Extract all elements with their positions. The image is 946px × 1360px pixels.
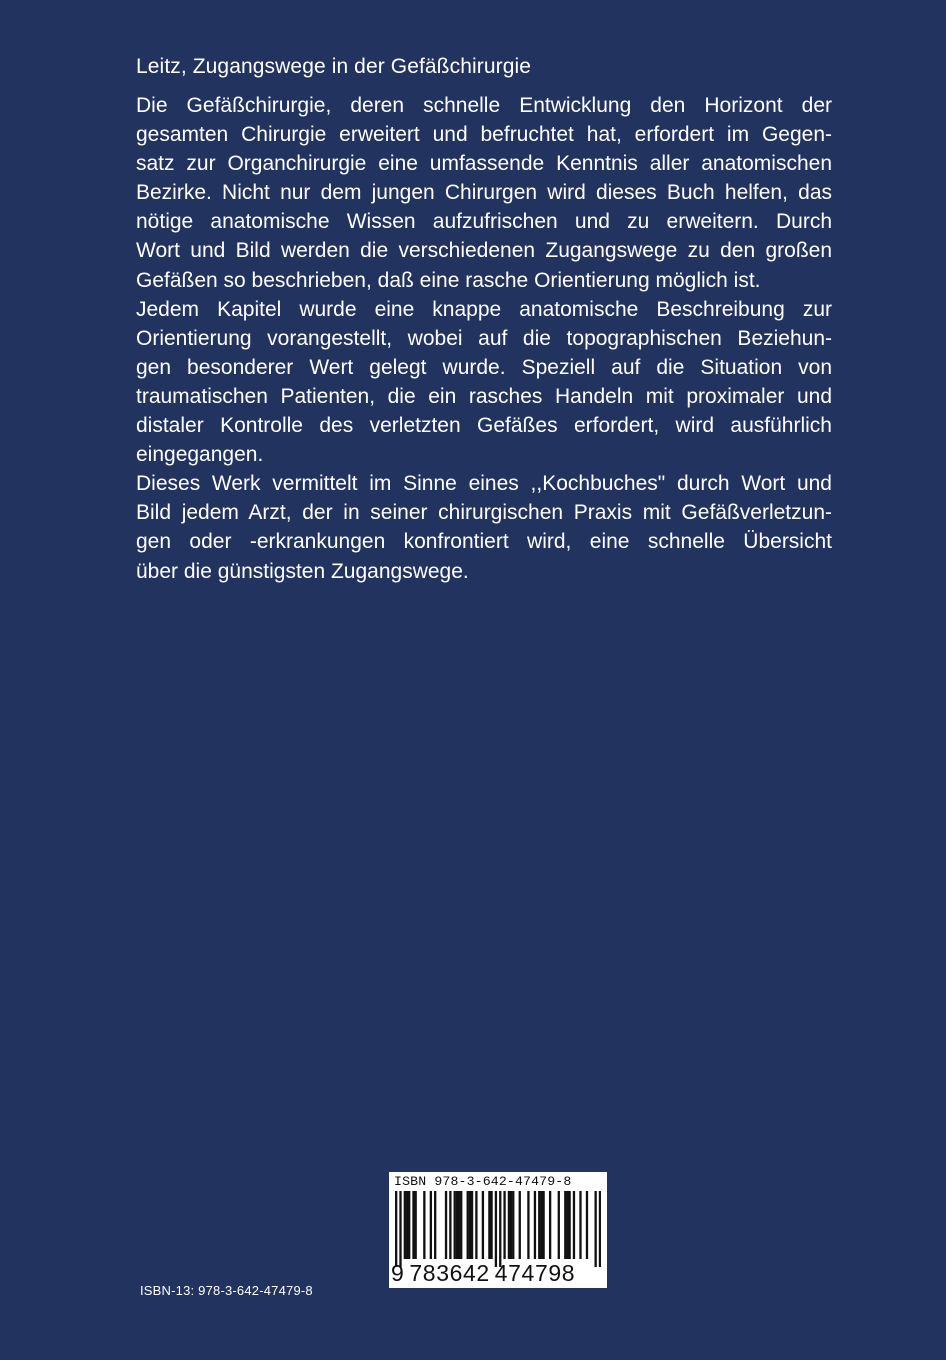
barcode-bar <box>415 1191 417 1259</box>
barcode-bar <box>495 1191 497 1267</box>
barcode-bar <box>503 1191 505 1259</box>
text-line: distaler Kontrolle des verletzten Gefäßes erfordert, wird ausführlich <box>136 414 832 438</box>
text-line: traumatischen Patienten, die ein rasches Handeln mit proximaler und <box>136 384 832 408</box>
barcode-bar <box>568 1191 570 1259</box>
blurb-text <box>136 91 832 586</box>
barcode-bar <box>458 1191 460 1259</box>
barcode-bar <box>490 1191 492 1259</box>
barcode-bar <box>430 1191 432 1259</box>
barcode-bars <box>395 1191 601 1267</box>
barcode-bar <box>508 1191 510 1259</box>
barcode-bar <box>456 1191 458 1259</box>
barcode-bar <box>558 1191 560 1259</box>
blurb-paragraph-3 <box>136 469 832 585</box>
book-title: Leitz, Zugangswege in der Gefäßchirurgie <box>136 55 532 78</box>
text-line: eingegangen. <box>136 443 264 467</box>
barcode-bar <box>445 1191 447 1259</box>
barcode-bar <box>467 1191 469 1259</box>
barcode-bar <box>475 1191 477 1259</box>
barcode-bar <box>454 1191 456 1259</box>
barcode-bar <box>586 1191 588 1259</box>
barcode-bar <box>406 1191 408 1259</box>
barcode-bar <box>434 1191 436 1259</box>
barcode-first-digit: 9 <box>391 1260 405 1286</box>
barcode-bar <box>599 1191 601 1267</box>
text-line: gesamten Chirurgie erweitert und befruchtet hat, erfordert im Gegen- <box>136 123 832 147</box>
barcode-digits <box>391 1261 605 1285</box>
barcode-isbn-label: ISBN 978-3-642-47479-8 <box>394 1174 572 1189</box>
text-line: über die günstigsten Zugangswege. <box>136 559 469 583</box>
text-line: Gefäßen so beschrieben, daß eine rasche Orientierung möglich ist. <box>136 268 761 292</box>
barcode-bar <box>594 1191 596 1267</box>
barcode-bar <box>542 1191 544 1259</box>
barcode-left-group: 783642 <box>409 1260 490 1286</box>
isbn-13-text: ISBN-13: 978-3-642-47479-8 <box>140 1283 313 1298</box>
barcode-bar <box>423 1191 425 1259</box>
barcode-bar <box>549 1191 551 1259</box>
barcode-bar <box>566 1191 568 1259</box>
barcode-bar <box>499 1191 501 1267</box>
barcode-bar <box>460 1191 462 1259</box>
barcode-bar <box>512 1191 514 1259</box>
barcode-bar <box>482 1191 484 1259</box>
text-line: gen oder -erkrankungen konfrontiert wird, eine schnelle Übersicht <box>136 530 832 554</box>
barcode-bar <box>471 1191 473 1259</box>
barcode-bar <box>449 1191 451 1259</box>
barcode-bar <box>510 1191 512 1259</box>
barcode-bar <box>395 1191 397 1267</box>
text-line: Orientierung vorangestellt, wobei auf die topographischen Beziehun- <box>136 326 832 350</box>
barcode-bar <box>519 1191 521 1259</box>
barcode-bar <box>573 1191 575 1259</box>
text-line: Die Gefäßchirurgie, deren schnelle Entwicklung den Horizont der <box>136 94 832 117</box>
text-line: gen besonderer Wert gelegt wurde. Speziell auf die Situation von <box>136 355 832 379</box>
blurb-paragraph-2 <box>136 295 832 470</box>
barcode-bar <box>527 1191 529 1259</box>
text-line: Dieses Werk vermittelt im Sinne eines ,,Kochbuches" durch Wort und <box>136 472 832 496</box>
barcode-bar <box>579 1191 581 1259</box>
text-line: nötige anatomische Wissen aufzufrischen und zu erweitern. Durch <box>136 210 832 234</box>
text-line: Bezirke. Nicht nur dem jungen Chirurgen wird dieses Buch helfen, das <box>136 181 832 205</box>
barcode-bar <box>538 1191 540 1259</box>
barcode-bar <box>540 1191 542 1259</box>
barcode-bar <box>399 1191 401 1267</box>
barcode-bar <box>534 1191 536 1259</box>
barcode-bar <box>408 1191 410 1259</box>
barcode-bar <box>488 1191 490 1259</box>
blurb-paragraph-1 <box>136 91 832 295</box>
barcode-bar <box>412 1191 414 1259</box>
barcode-bar <box>469 1191 471 1259</box>
barcode-box <box>389 1172 607 1288</box>
text-line: Jedem Kapitel wurde eine knappe anatomische Beschreibung zur <box>136 297 832 321</box>
text-line: satz zur Organchirurgie eine umfassende Kenntnis aller anatomischen <box>136 152 832 176</box>
barcode-bar <box>564 1191 566 1259</box>
text-line: Bild jedem Arzt, der in seiner chirurgischen Praxis mit Gefäßverletzun- <box>136 501 832 525</box>
text-line: Wort und Bild werden die verschiedenen Zugangswege zu den großen <box>136 239 832 263</box>
barcode-bar <box>404 1191 406 1259</box>
barcode-right-group: 474798 <box>494 1260 576 1286</box>
